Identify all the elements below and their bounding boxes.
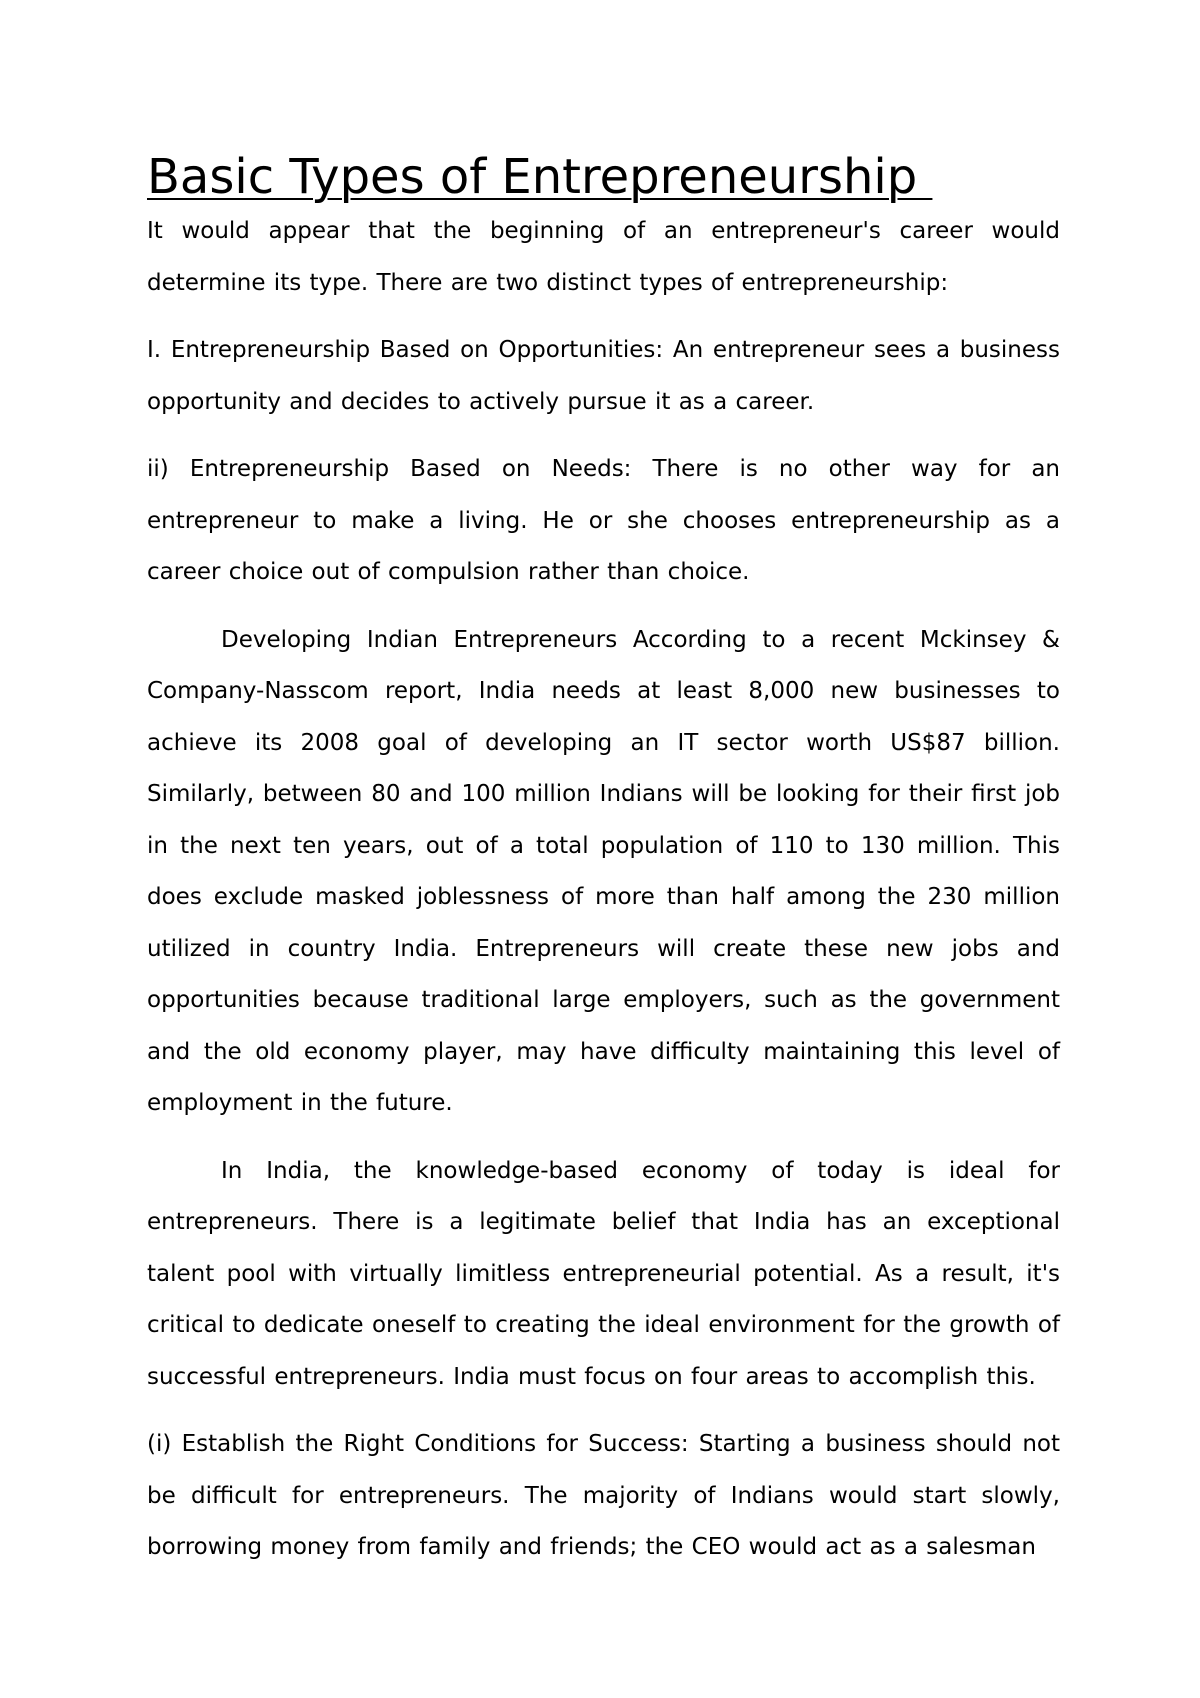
paragraph-developing-entrepreneurs: Developing Indian Entrepreneurs According to a recent Mckinsey & Company-Nasscom report, India needs at least 8,000 new businesses to achieve its 2008 goal of developing an IT sector worth US$87 billion. Similarly, between 80 and 100 million Indians will be looking for their first job in the next ten years, out of a total population of 110 to 130 million. This does exclude masked joblessness of more than half among the 230 million utilized in country India. Entrepreneurs will create these new jobs and opportunities because traditional large employers, such as the government and the old economy player, may have difficulty maintaining this level of employment in the future.: [147, 626, 1060, 1116]
paragraph-needs-based: ii) Entrepreneurship Based on Needs: There is no other way for an entrepreneur to make a living. He or she chooses entrepreneurship as a career choice out of compulsion rather than choice.: [147, 456, 1060, 585]
paragraph-opportunity-based: I. Entrepreneurship Based on Opportunities: An entrepreneur sees a business opportunity and decides to actively pursue it as a career.: [147, 337, 1060, 415]
document-title: Basic Types of Entrepreneurship: [147, 149, 933, 205]
paragraph-right-conditions: (i) Establish the Right Conditions for Success: Starting a business should not be difficult for entrepreneurs. The majority of Indians would start slowly, borrowing money from family and friends; the CEO would act as a salesman: [147, 1431, 1060, 1560]
paragraph-intro: It would appear that the beginning of an entrepreneur's career would determine its type. There are two distinct types of entrepreneurship:: [147, 218, 1060, 296]
document-body: [147, 148, 1060, 1574]
paragraph-knowledge-economy: In India, the knowledge-based economy of today is ideal for entrepreneurs. There is a legitimate belief that India has an exceptional talent pool with virtually limitless entrepreneurial potential. As a result, it's critical to dedicate oneself to creating the ideal environment for the growth of successful entrepreneurs. India must focus on four areas to accomplish this.: [147, 1157, 1060, 1390]
